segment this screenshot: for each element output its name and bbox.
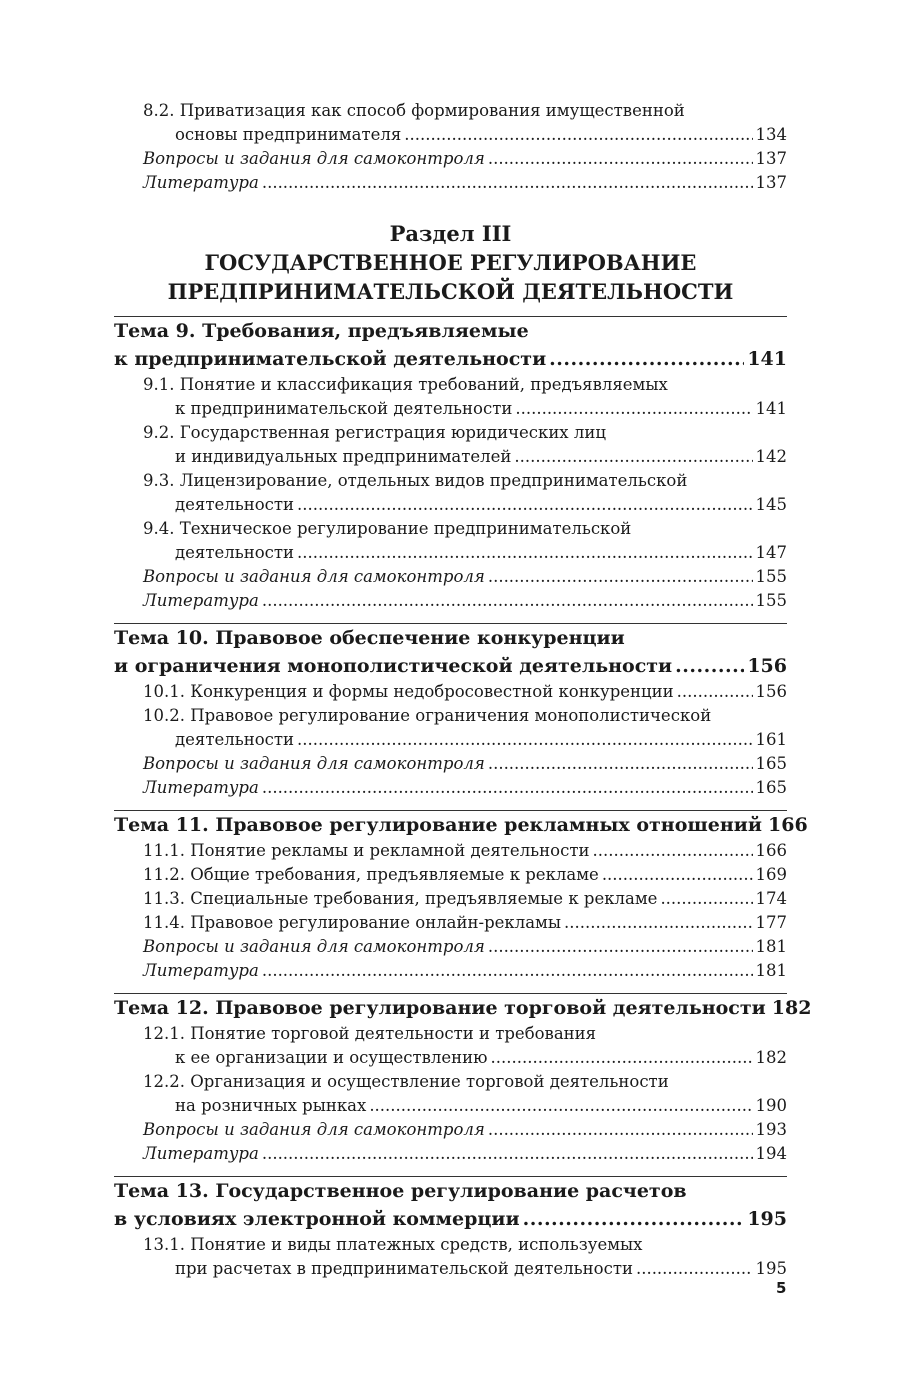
leader-dots [262,589,753,613]
toc-entry-13-1[interactable] [114,1233,787,1281]
leader-dots [262,1142,753,1166]
toc-entry-8-2[interactable] [114,99,787,147]
toc-entry-title: Вопросы и задания для самоконтроля [143,1120,485,1139]
leader-dots [488,147,753,171]
toc-entry-11-3[interactable] [114,887,787,911]
topic-title: в условиях электронной коммерции [114,1208,520,1230]
toc-entry-literature[interactable] [114,1142,787,1166]
page-ref: 182 [755,1048,787,1067]
toc-entry-questions[interactable] [114,935,787,959]
toc-entry-title: деятельности [175,495,294,514]
page-ref: 165 [755,778,787,797]
toc-entry-12-2[interactable] [114,1070,787,1118]
leader-dots [636,1257,753,1281]
toc-entry-11-4[interactable] [114,911,787,935]
toc-topic-11[interactable] [114,811,808,839]
toc-entry-title: Вопросы и задания для самоконтроля [143,567,485,586]
page-ref: 145 [755,495,787,514]
page-ref: 181 [755,937,787,956]
toc-entry-9-3[interactable] [114,469,787,517]
topic-title: Тема 10. Правовое обеспечение конкуренции [114,627,625,649]
toc-entry-literature[interactable] [114,959,787,983]
toc-entry-title: 10.2. Правовое регулирование ограничения монополистической [143,706,712,725]
toc-entry-title: деятельности [175,543,294,562]
leader-dots [297,728,753,752]
toc-entry-literature[interactable] [114,171,787,195]
topic-title: к предпринимательской деятельности [114,348,547,370]
leader-dots [564,911,752,935]
page-ref: 147 [755,543,787,562]
toc-entry-9-1[interactable] [114,373,787,421]
page-ref: 194 [755,1144,787,1163]
toc-entry-title: и индивидуальных предпринимателей [175,447,512,466]
page-ref: 195 [747,1208,787,1230]
toc-entry-12-1[interactable] [114,1022,787,1070]
leader-dots [677,680,753,704]
leader-dots [262,171,753,195]
leader-dots [491,1046,753,1070]
toc-entry-11-2[interactable] [114,863,787,887]
toc-entry-title: 8.2. Приватизация как способ формирования имущественной [143,101,685,120]
topic-title: и ограничения монополистической деятельности [114,655,673,677]
page-ref: 169 [755,865,787,884]
toc-entry-title: 9.2. Государственная регистрация юридических лиц [143,423,606,442]
toc-entry-literature[interactable] [114,776,787,800]
toc-entry-title: к предпринимательской деятельности [175,399,513,418]
toc-entry-title: Литература [143,778,259,797]
toc-entry-title: деятельности [175,730,294,749]
section-title-line: ПРЕДПРИНИМАТЕЛЬСКОЙ ДЕЯТЕЛЬНОСТИ [167,279,734,304]
page-ref: 182 [771,997,812,1019]
page-ref: 174 [755,889,787,908]
page-ref: 190 [755,1096,787,1115]
toc-entry-title: 10.1. Конкуренция и формы недобросовестной конкуренции [143,682,674,701]
toc-entry-10-1[interactable] [114,680,787,704]
section-heading [114,219,787,306]
table-of-contents [114,99,812,1281]
toc-entry-questions[interactable] [114,1118,787,1142]
toc-topic-12[interactable] [114,994,812,1022]
toc-entry-title: Литература [143,961,259,980]
leader-dots [297,541,753,565]
toc-entry-title: основы предпринимателя [175,125,402,144]
page-ref: 156 [747,655,787,677]
page-ref: 142 [755,447,787,466]
leader-dots [515,397,752,421]
toc-entry-title: Вопросы и задания для самоконтроля [143,754,485,773]
section-number: Раздел III [389,221,512,246]
leader-dots [262,776,753,800]
page-ref: 141 [755,399,787,418]
toc-entry-title: Вопросы и задания для самоконтроля [143,149,485,168]
page-ref: 156 [755,682,787,701]
toc-topic-10[interactable] [114,624,787,680]
page-ref: 177 [755,913,787,932]
section-title-line: ГОСУДАРСТВЕННОЕ РЕГУЛИРОВАНИЕ [204,250,697,275]
page-ref: 181 [755,961,787,980]
leader-dots [523,1205,745,1233]
leader-dots [592,839,752,863]
toc-entry-title: при расчетах в предпринимательской деятельности [175,1259,633,1278]
toc-entry-title: 11.1. Понятие рекламы и рекламной деятельности [143,841,590,860]
leader-dots [660,887,752,911]
page-ref: 141 [747,348,787,370]
toc-entry-title: Литература [143,591,259,610]
leader-dots [262,959,753,983]
toc-entry-title: к ее организации и осуществлению [175,1048,488,1067]
toc-entry-title: 12.1. Понятие торговой деятельности и требования [143,1024,597,1043]
toc-entry-title: 9.4. Техническое регулирование предпринимательской [143,519,632,538]
page-ref: 166 [755,841,787,860]
toc-entry-9-4[interactable] [114,517,787,565]
page-ref: 166 [768,814,808,836]
topic-title: Тема 12. Правовое регулирование торговой деятельности [114,997,766,1019]
toc-entry-title: 9.1. Понятие и классификация требований, предъявляемых [143,375,668,394]
page-ref: 155 [755,567,787,586]
leader-dots [369,1094,752,1118]
leader-dots [488,565,753,589]
toc-entry-title: Литература [143,1144,259,1163]
toc-entry-questions[interactable] [114,147,787,171]
page-ref: 195 [755,1259,787,1278]
leader-dots [488,1118,753,1142]
toc-entry-title: 13.1. Понятие и виды платежных средств, используемых [143,1235,643,1254]
toc-entry-title: Литература [143,173,259,192]
page-ref: 165 [755,754,787,773]
leader-dots [602,863,753,887]
toc-entry-questions[interactable] [114,752,787,776]
toc-entry-title: 12.2. Организация и осуществление торговой деятельности [143,1072,669,1091]
toc-topic-13[interactable] [114,1177,787,1233]
leader-dots [404,123,752,147]
leader-dots [675,652,744,680]
toc-entry-title: Вопросы и задания для самоконтроля [143,937,485,956]
topic-title: Тема 9. Требования, предъявляемые [114,320,529,342]
toc-entry-title: 11.3. Специальные требования, предъявляемые к рекламе [143,889,658,908]
page-ref: 193 [755,1120,787,1139]
page-ref: 137 [755,173,787,192]
toc-entry-title: 11.4. Правовое регулирование онлайн-рекламы [143,913,562,932]
toc-entry-title: 9.3. Лицензирование, отдельных видов предпринимательской [143,471,688,490]
page-ref: 134 [755,125,787,144]
toc-entry-11-1[interactable] [114,839,787,863]
toc-entry-literature[interactable] [114,589,787,613]
toc-entry-title: 11.2. Общие требования, предъявляемые к рекламе [143,865,599,884]
page-ref: 161 [755,730,787,749]
topic-title: Тема 13. Государственное регулирование расчетов [114,1180,687,1202]
leader-dots [488,752,753,776]
toc-entry-title: на розничных рынках [175,1096,367,1115]
leader-dots [297,493,753,517]
leader-dots [488,935,753,959]
toc-topic-9[interactable] [114,317,787,373]
leader-dots [514,445,752,469]
toc-entry-9-2[interactable] [114,421,787,469]
leader-dots [549,345,744,373]
topic-title: Тема 11. Правовое регулирование рекламных отношений [114,814,762,836]
toc-entry-10-2[interactable] [114,704,787,752]
page-ref: 155 [755,591,787,610]
page-ref: 137 [755,149,787,168]
page-number: 5 [776,1279,787,1297]
toc-entry-questions[interactable] [114,565,787,589]
